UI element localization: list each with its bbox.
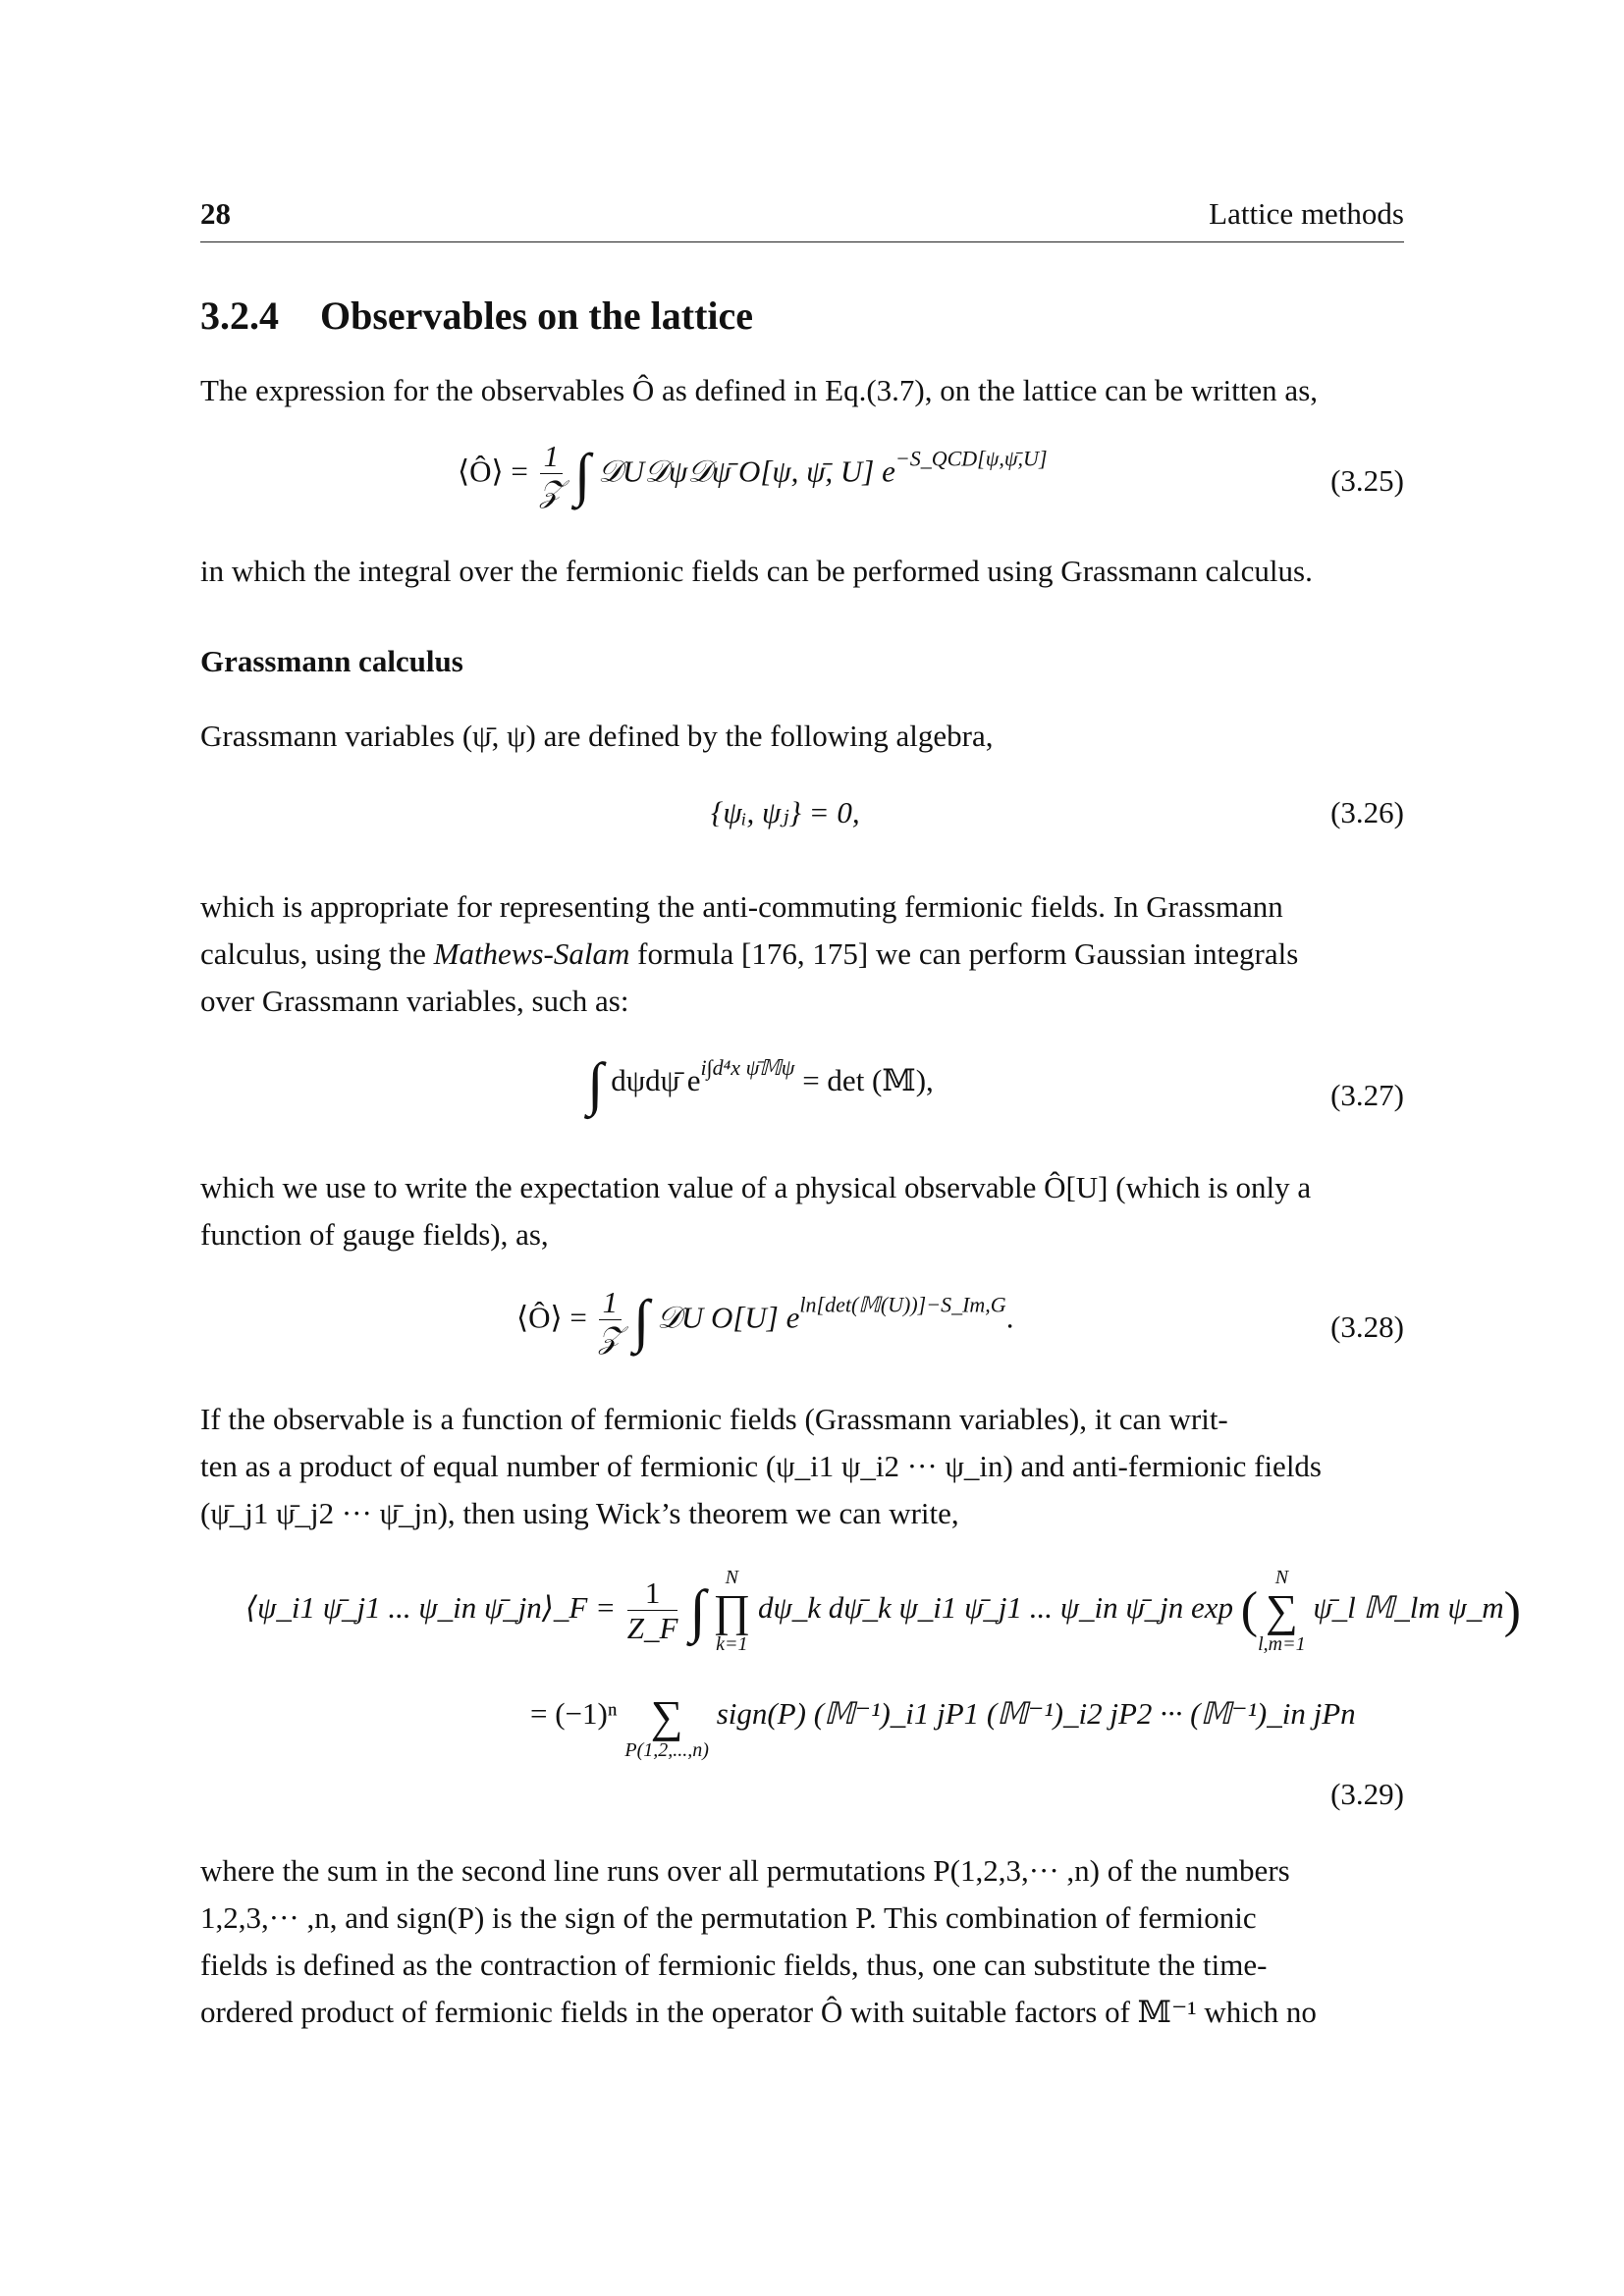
eq-body: 𝒟U𝒟ψ𝒟ψ̄ O[ψ, ψ̄, U] e — [598, 454, 895, 489]
product-operator — [713, 1567, 750, 1655]
equation-3-25 — [200, 440, 1404, 528]
text-line: ten as a product of equal number of fermionic (ψ_i1 ψ_i2 ··· ψ_in) and anti-fermionic fields — [200, 1449, 1322, 1483]
fraction-numerator: 1 — [627, 1576, 678, 1611]
eq-end: . — [1005, 1300, 1014, 1335]
sum-lower: P(1,2,...,n) — [624, 1739, 709, 1761]
text-line: where the sum in the second line runs over all permutations P(1,2,3,··· ,n) of the numbers — [200, 1853, 1290, 1888]
fraction-numerator: 1 — [599, 1286, 623, 1320]
eq-fraction — [627, 1576, 678, 1646]
sum-lower: l,m=1 — [1258, 1633, 1306, 1655]
text-line: 1,2,3,··· ,n, and sign(P) is the sign of the permutation P. This combination of fermionic — [200, 1900, 1257, 1935]
running-title: Lattice methods — [1209, 196, 1404, 231]
eq-body: 𝒟U O[U] e — [657, 1300, 800, 1335]
running-header — [200, 196, 1404, 242]
text-line: which we use to write the expectation value of a physical observable Ô[U] (which is only a — [200, 1170, 1312, 1204]
paragraph-permutations — [200, 1847, 1404, 2036]
text-line: which is appropriate for representing the anti-commuting fermionic fields. In Grassmann — [200, 889, 1283, 924]
eq-body: dψ_k dψ̄_k ψ_i1 ψ̄_j1 ... ψ_in ψ̄_jn exp — [758, 1590, 1234, 1626]
sum-symbol: ∑ — [650, 1691, 683, 1741]
integral-sign: ∫ — [632, 1288, 650, 1354]
product-symbol: ∏ — [713, 1585, 751, 1635]
eq-exponent: i∫d⁴x ψ̄𝕄ψ — [700, 1055, 795, 1081]
text-line: over Grassmann variables, such as: — [200, 984, 629, 1018]
text-line: ordered product of fermionic fields in the operator Ô with suitable factors of 𝕄⁻¹ which no — [200, 1995, 1317, 2029]
sum-body: ψ̄_l 𝕄_lm ψ_m — [1313, 1590, 1504, 1626]
text-line: fields is defined as the contraction of fermionic fields, thus, one can substitute the time- — [200, 1948, 1268, 1982]
equation-3-27 — [200, 1051, 1404, 1143]
eq-lhs: ⟨ψ_i1 ψ̄_j1 ... ψ_in ψ̄_jn⟩_F = — [245, 1590, 617, 1626]
paragraph-intro: The expression for the observables Ô as defined in Eq.(3.7), on the lattice can be written as, — [200, 373, 1319, 407]
equation-number: (3.25) — [1330, 463, 1404, 498]
integral-sign: ∫ — [689, 1578, 706, 1643]
sum-upper: N — [1274, 1567, 1289, 1588]
product-lower: k=1 — [716, 1633, 748, 1655]
eq-fraction — [540, 440, 564, 509]
fraction-denominator: 𝒵 — [598, 1320, 623, 1355]
equation-number: (3.27) — [1330, 1078, 1404, 1112]
eq-lhs: ⟨Ô⟩ = — [516, 1300, 587, 1335]
paragraph-algebra: Grassmann variables (ψ̄, ψ) are defined by the following algebra, — [200, 719, 994, 753]
eq-lhs: ⟨Ô⟩ = — [458, 454, 528, 489]
equation-number: (3.26) — [1330, 795, 1404, 829]
text-line: If the observable is a function of fermionic fields (Grassmann variables), it can writ- — [200, 1402, 1228, 1436]
integral-sign: ∫ — [587, 1051, 604, 1116]
eq-exponent: ln[det(𝕄(U))]−S_Im,G — [799, 1292, 1006, 1317]
eq-fraction — [599, 1286, 623, 1356]
section-number: 3.2.4 — [200, 294, 279, 338]
eq-body: {ψᵢ, ψⱼ} = 0, — [711, 795, 860, 829]
eq-row-2 — [530, 1673, 1356, 1761]
equation-3-28 — [200, 1286, 1404, 1374]
equation-number: (3.28) — [1330, 1309, 1404, 1344]
text-fragment: formula [176, 175] we can perform Gaussian integrals — [637, 936, 1299, 971]
eq-body: dψdψ̄ e — [611, 1063, 701, 1098]
eq-exponent: −S_QCD[ψ,ψ̄,U] — [894, 446, 1048, 471]
section-title: Observables on the lattice — [320, 294, 754, 338]
eq-row2-lhs: = (−1)ⁿ — [530, 1696, 618, 1732]
paragraph-expectation — [200, 1164, 1404, 1258]
text-line: (ψ̄_j1 ψ̄_j2 ··· ψ̄_jn), then using Wick’s theorem we can write, — [200, 1496, 959, 1530]
eq-row-1: ⟨ψ_i1 ψ̄_j1 ... ψ_in ψ̄_jn⟩_F = $\frac{1}{Z\_F}$ ∫ N ∏ k=1 dψ_k dψ̄_k ψ_i1 ψ̄_j1 ... ψ_in ψ̄_jn exp ( N ∑ l,m=1 ψ̄_l 𝕄_lm ψ_m) — [245, 1567, 1521, 1655]
sum-operator — [1258, 1567, 1306, 1655]
equation-3-26 — [200, 795, 1404, 844]
paragraph-grassmann-intro: in which the integral over the fermionic fields can be performed using Grassmann calculus. — [200, 554, 1313, 588]
equation-number: (3.29) — [1330, 1777, 1404, 1811]
subheading-grassmann: Grassmann calculus — [200, 644, 463, 678]
eq-row2-body: sign(P) (𝕄⁻¹)_i1 jP1 (𝕄⁻¹)_i2 jP2 ··· (𝕄⁻¹)_in jPn — [716, 1696, 1356, 1732]
product-upper: N — [725, 1567, 738, 1588]
formula-name: Mathews-Salam — [433, 936, 630, 971]
paragraph-mathews-salam — [200, 883, 1404, 1025]
paragraph-wick — [200, 1396, 1404, 1537]
text-line: function of gauge fields), as, — [200, 1217, 549, 1252]
sum-symbol: ∑ — [1265, 1585, 1298, 1635]
fraction-denominator: Z_F — [626, 1610, 678, 1645]
fraction-denominator: 𝒵 — [539, 474, 564, 508]
equation-3-29 — [200, 1567, 1521, 1812]
text-fragment: calculus, using the — [200, 936, 426, 971]
page-number: 28 — [200, 196, 231, 231]
integral-sign: ∫ — [573, 442, 591, 507]
fraction-numerator: 1 — [540, 440, 564, 474]
eq-rhs: = det (𝕄), — [802, 1063, 934, 1098]
sum-operator — [624, 1673, 709, 1761]
section-heading — [200, 293, 753, 339]
